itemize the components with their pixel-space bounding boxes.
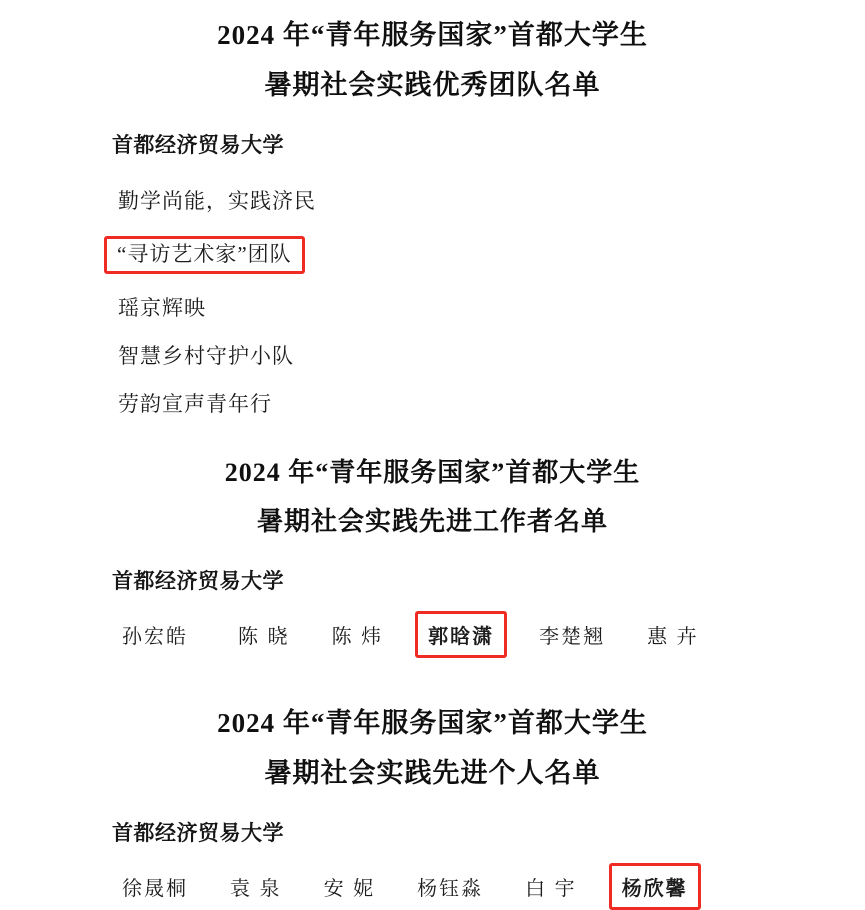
person-name-highlighted: 郭晗潇 <box>415 611 507 658</box>
list-item <box>112 215 865 274</box>
person-name: 李楚翘 <box>539 626 606 648</box>
team-name-highlighted: “寻访艺术家”团队 <box>104 236 305 274</box>
document-page <box>0 20 865 900</box>
person-name: 陈 晓 <box>238 626 290 648</box>
team-name: 劳韵宣声青年行 <box>118 392 272 416</box>
list-item <box>112 322 865 370</box>
person-name: 白 宇 <box>525 878 577 900</box>
person-name-highlighted: 杨欣馨 <box>609 863 701 910</box>
organization-name: 首都经济贸易大学 <box>112 822 284 845</box>
team-name: 瑶京辉映 <box>118 296 206 320</box>
person-name: 杨钰淼 <box>417 878 484 900</box>
list-item <box>112 274 865 322</box>
person-name: 安 妮 <box>323 878 376 900</box>
section-title-line-1: 2024 年“青年服务国家”首都大学生 <box>217 20 648 50</box>
organization-name: 首都经济贸易大学 <box>112 134 284 157</box>
section-title-line-1: 2024 年“青年服务国家”首都大学生 <box>217 708 648 738</box>
list-item <box>112 370 865 418</box>
team-name: 智慧乡村守护小队 <box>118 344 294 368</box>
person-name: 惠 卉 <box>647 626 699 648</box>
person-name: 陈 炜 <box>331 626 384 648</box>
team-name: 勤学尚能，实践济民 <box>118 189 316 213</box>
section-advanced-individuals <box>0 710 865 910</box>
section-title-line-2: 暑期社会实践先进个人名单 <box>264 758 601 788</box>
people-list <box>112 611 865 658</box>
section-title-line-2: 暑期社会实践优秀团队名单 <box>264 70 601 100</box>
people-list <box>112 863 865 910</box>
person-name: 徐晟桐 <box>122 878 188 900</box>
section-title-line-2: 暑期社会实践先进工作者名单 <box>256 507 608 536</box>
person-name: 袁 泉 <box>230 878 282 900</box>
person-name: 孙宏皓 <box>122 626 188 648</box>
list-item <box>112 167 865 215</box>
section-title-line-1: 2024 年“青年服务国家”首都大学生 <box>224 458 641 487</box>
section-advanced-workers <box>0 460 865 658</box>
organization-name: 首都经济贸易大学 <box>112 570 284 593</box>
section-outstanding-teams <box>0 22 865 418</box>
team-list <box>112 167 865 418</box>
